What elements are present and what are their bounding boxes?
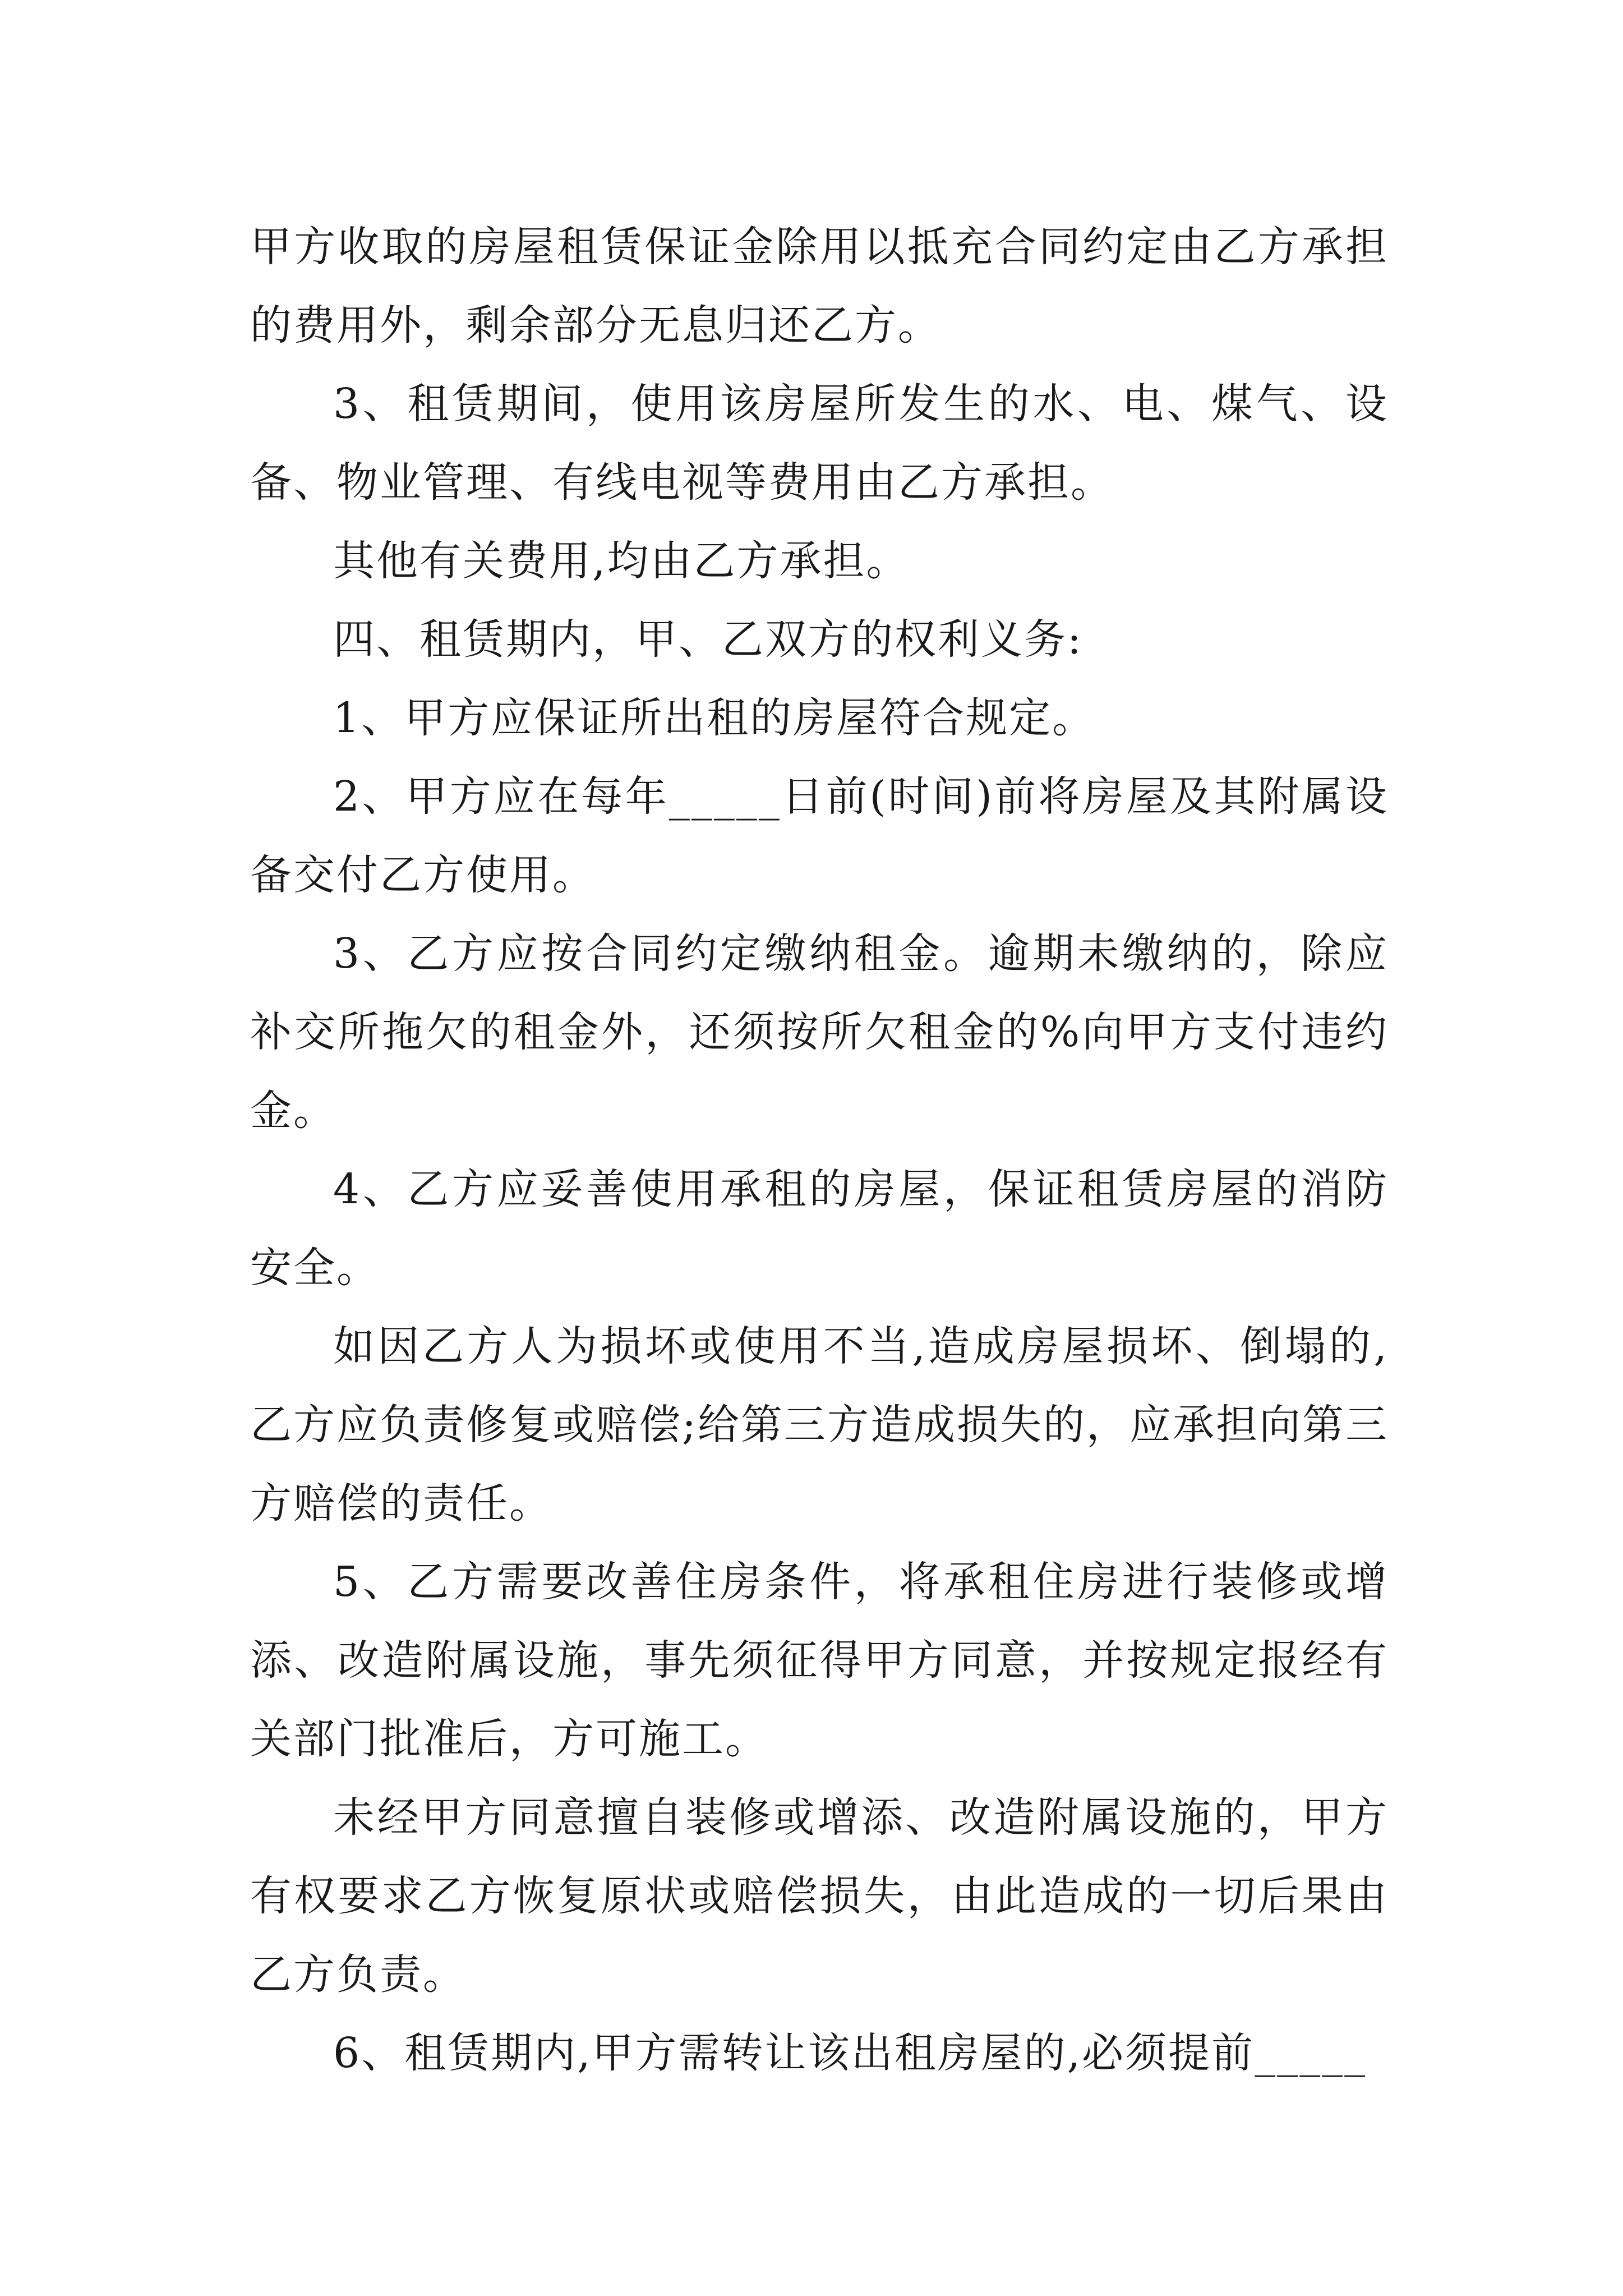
section-heading-rights-obligations: 四、租赁期内，甲、乙双方的权利义务:: [333, 615, 1083, 664]
document-body: [250, 208, 1389, 2092]
paragraph-clause-2: 2、甲方应在每年_____日前(时间)前将房屋及其附属设备交付乙方使用。: [250, 772, 1389, 899]
paragraph-deposit-refund: 甲方收取的房屋租赁保证金除用以抵充合同约定由乙方承担的费用外，剩余部分无息归还乙方。: [250, 223, 1389, 349]
paragraph-clause-4: 4、乙方应妥善使用承租的房屋，保证租赁房屋的消防安全。: [250, 1165, 1389, 1292]
paragraph-other-fees: 其他有关费用,均由乙方承担。: [333, 537, 910, 585]
paragraph-clause-6: 6、租赁期内,甲方需转让该出租房屋的,必须提前_____: [333, 2029, 1367, 2077]
paragraph-clause-1: 1、甲方应保证所出租的房屋符合规定。: [333, 694, 1096, 742]
paragraph-unauthorized-renovation: 未经甲方同意擅自装修或增添、改造附属设施的，甲方有权要求乙方恢复原状或赔偿损失，由此造成的一切后果由乙方负责。: [250, 1793, 1389, 1999]
paragraph-clause-5: 5、乙方需要改善住房条件，将承租住房进行装修或增添、改造附属设施，事先须征得甲方同意，并按规定报经有关部门批准后，方可施工。: [250, 1558, 1389, 1763]
paragraph-utility-fees: 3、租赁期间，使用该房屋所发生的水、电、煤气、设备、物业管理、有线电视等费用由乙方承担。: [250, 380, 1389, 507]
paragraph-damage-liability: 如因乙方人为损坏或使用不当,造成房屋损坏、倒塌的,乙方应负责修复或赔偿;给第三方造成损失的，应承担向第三方赔偿的责任。: [250, 1322, 1389, 1527]
paragraph-clause-3: 3、乙方应按合同约定缴纳租金。逾期未缴纳的，除应补交所拖欠的租金外，还须按所欠租金的%向甲方支付违约金。: [250, 930, 1389, 1135]
